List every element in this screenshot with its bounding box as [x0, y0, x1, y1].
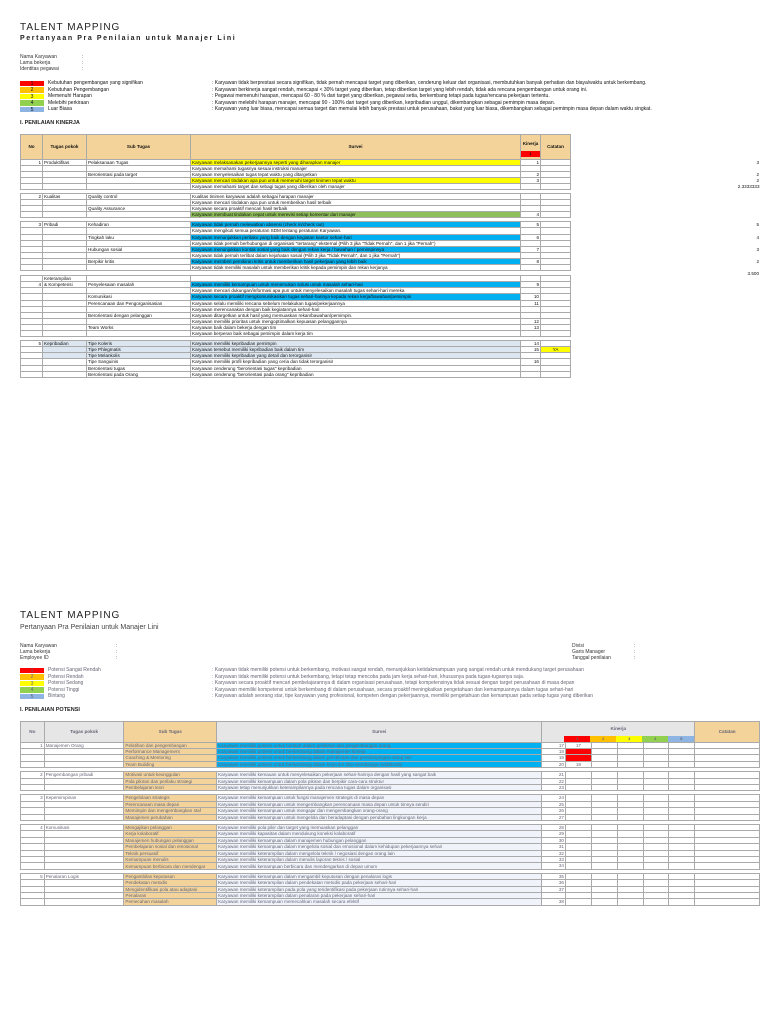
- sub-tugas-cell: Tingkah laku: [87, 234, 191, 240]
- row-number: [21, 371, 43, 377]
- survei-cell: Karyawan memiliki prioritas untuk mengoptimalkan kepuasan pelanggannya: [191, 318, 521, 324]
- sub-tugas-cell: Pola pikiran dan perilaku strategi: [124, 778, 217, 784]
- sub-tugas-cell: Quality Assurance: [87, 206, 191, 212]
- survei-cell: Karyawan membuat tindakan cepat untuk merevisi setiap komentar dari manajer: [191, 212, 521, 218]
- legend-desc: : Karyawan berkinerja sangat rendah, mencapai < 30% target yang diberikan, tetap diberikan target yang lebih rendah, tidak ada rencana pengembangan untuk orang ini.: [212, 86, 588, 93]
- row-number: 1: [21, 742, 45, 748]
- survei-cell: Karyawan memiliki kemampuan dalam manajemen hubungan pelanggan: [217, 837, 542, 843]
- legend-name: Potensi Sangat Rendah: [48, 667, 101, 673]
- survei-cell: Karyawan tidak memiliki masalah untuk memberikan kritik kepada pemimpin dan rekan kerjanya: [191, 265, 521, 271]
- legend-desc: : Karyawan adalah seorang star, tipe karyawan yang profesional, kompeten dengan pekerjaannya, memiliki pengetahuan dan kemampuan pada setiap tugas yang diberikan: [212, 693, 594, 699]
- legend-swatch: 4: [20, 687, 44, 693]
- catatan-cell[interactable]: [541, 371, 571, 377]
- page-subtitle: Pertanyaan Pra Penilaian untuk Manajer Lini: [20, 624, 159, 631]
- col-no: No: [21, 134, 43, 159]
- tugas-pokok-cell: Pengembangan pribadi: [44, 772, 124, 778]
- sub-tugas-cell: Kemampuan berbicara dan mendengar: [124, 863, 217, 869]
- survei-cell: Karyawan memiliki kemampuan untuk mengelola dan beradaptasi dengan perubahan lingkungan kerja: [217, 814, 542, 820]
- survei-cell: Karyawan memiliki kepribadian pemimpin: [191, 341, 521, 347]
- sub-tugas-cell: Hubungan sosial: [87, 246, 191, 252]
- survei-cell: Karyawan cenderung "berorientasi pada orang" kepribadian: [191, 371, 521, 377]
- legend-swatch: 4: [20, 100, 44, 106]
- kinerja-cell: 32: [542, 850, 566, 856]
- survei-cell: Karyawan ditargetkan untuk hasil yang memuaskan rekan/bawahan/pemimpin.: [191, 312, 521, 318]
- survei-cell: Karyawan tetap menunjukkan keterampilannya pada rencana tugas dalam organisasi: [217, 784, 542, 790]
- kinerja-cell[interactable]: 15: [521, 347, 541, 353]
- kinerja-cell: 24: [542, 795, 566, 801]
- survei-cell: Karyawan memiliki kemampuan untuk menemukan solusi untuk masalah sehari-hari: [191, 282, 521, 288]
- kinerja-cell[interactable]: 12: [521, 318, 541, 324]
- kinerja-cell[interactable]: 7: [521, 246, 541, 252]
- sub-tugas-cell: Quality control: [87, 193, 191, 199]
- survei-cell: Karyawan memiliki profil kepribadian yang ceria dan tidak terorganisir: [191, 359, 521, 365]
- kinerja-cell: 22: [542, 778, 566, 784]
- talent-mapping-kinerja: [20, 22, 760, 378]
- scale-cell: 1: [564, 736, 590, 742]
- score-cell: 2: [756, 258, 759, 264]
- survei-cell: Kualitas tinimen karyawan adalah sebagai harapan manajer: [191, 193, 521, 199]
- kinerja-cell: 30: [542, 837, 566, 843]
- row-number: [21, 899, 45, 905]
- tugas-pokok-cell: Keterampilan: [43, 276, 87, 282]
- sub-tugas-cell: Penyelesaian masalah: [87, 282, 191, 288]
- kinerja-cell: 37: [542, 886, 566, 892]
- col-survei: Survei: [191, 134, 521, 159]
- meta-right: [572, 643, 635, 661]
- kinerja-cell: 20: [542, 761, 566, 767]
- meta-left: [20, 643, 572, 661]
- kinerja-cell: 19: [542, 755, 566, 761]
- legend-desc: : Karyawan secara proaktif mencari pembelajarannya di dalam organisasi perusahaan, tetapi kompetensinya tidak sesuai dengan target perusahaan di masa depan: [212, 680, 575, 686]
- tugas-pokok-cell: [43, 371, 87, 377]
- scale-blank: [542, 736, 564, 742]
- col-sub-tugas: Sub Tugas: [87, 134, 191, 159]
- tugas-pokok-cell: Manajemen Orang: [44, 742, 124, 748]
- page-title: TALENT MAPPING: [20, 22, 121, 33]
- survei-cell: Karyawan secara proaktif mencari hasil terbaik: [191, 206, 521, 212]
- meta-row: Nama Karyawan :: [20, 643, 118, 649]
- meta-row: Divisi :: [572, 643, 636, 649]
- kinerja-cell: 17: [542, 742, 566, 748]
- sub-tugas-cell: Kehadiran: [87, 222, 191, 228]
- kinerja-cell: 23: [542, 784, 566, 790]
- section-heading: I. PENILAIAN KINERJA: [20, 119, 80, 126]
- legend-name: Potensi Rendah: [48, 673, 84, 680]
- kinerja-cell: 36: [542, 880, 566, 886]
- kinerja-cell[interactable]: 14: [521, 341, 541, 347]
- col-extra: [571, 134, 761, 159]
- potensi-table: [20, 721, 760, 906]
- legend-name: Memenuhi Harapan: [48, 93, 92, 99]
- scale-cell: 4: [642, 736, 668, 742]
- kinerja-cell: 31: [542, 844, 566, 850]
- score-cell: [571, 371, 761, 377]
- row-number: 2: [21, 772, 45, 778]
- survei-cell: Karyawan memiliki keterampilan dalam menulis laporan teknis / sosial: [217, 857, 542, 863]
- kinerja-cell: 35: [542, 873, 566, 879]
- sub-tugas-cell: Tipe Koleris: [87, 341, 191, 347]
- survei-cell: Karyawan memiliki potensi untuk berkembang dalam manajemen kinerja: [217, 748, 542, 754]
- legend-swatch: 1: [20, 668, 44, 674]
- tugas-pokok-cell: Kualitas: [43, 193, 87, 199]
- sub-tugas-cell: Berorientasi pada target: [87, 171, 191, 177]
- survei-cell: Karyawan secara proaktif mengkomunikasikan tugas sehari-harinya kepada rekan kerja/bawahan/pemimpin: [191, 294, 521, 300]
- legend-swatch: 3: [20, 681, 44, 687]
- legend-name: Kebutuhan Pengembangan: [48, 86, 109, 93]
- potential-legend: [20, 667, 760, 700]
- survei-cell: Karyawan menyelesaikan tugas tepat waktu yang ditargetkan: [191, 171, 521, 177]
- sub-tugas-cell: Team Building: [124, 761, 217, 767]
- kinerja-cell: 18: [542, 748, 566, 754]
- legend-name: Kebutuhan pengembangan yang signifikan: [48, 80, 143, 86]
- talent-mapping-potensi: [20, 610, 760, 906]
- col-no: No: [21, 721, 45, 742]
- row-number: 4: [21, 282, 43, 288]
- survei-cell: Karyawan memiliki kemampuan memecahkan masalah secara efektif: [217, 899, 542, 905]
- sub-tugas-cell: Berorientasi tugas: [87, 365, 191, 371]
- survei-cell: Karyawan tidak pernah terlibat dalam kejahatan sosial (Pilih 3 jika "Tidak Pernah", dan 1 jika "Pernah"): [191, 252, 521, 258]
- kinerja-cell[interactable]: 8: [521, 258, 541, 264]
- legend-desc: : Karyawan tidak memiliki potensi untuk berkembang, tetapi tetap mencoba pada jam kerja sehari-hari, khususnya pada tugas-tugasnya saja.: [212, 673, 525, 680]
- sub-tugas-cell: Perencanaan masa depan: [124, 801, 217, 807]
- survei-cell: Karyawan memiliki pola pikir dan target yang memuaskan pelanggan: [217, 824, 542, 830]
- scale-input-cell[interactable]: 17: [566, 742, 592, 748]
- score-cell: 3.500: [747, 270, 759, 276]
- kinerja-cell: 29: [542, 831, 566, 837]
- scale-input-cell[interactable]: 19: [566, 761, 592, 767]
- sub-tugas-cell: Memimpin dan mengembangkan staf: [124, 808, 217, 814]
- col-catatan: Catatan: [695, 721, 760, 742]
- legend-swatch: 5: [20, 694, 44, 700]
- survei-cell: Karyawan selalu memiliki rencana sebelum melakukan tugas/pekerjaannya: [191, 300, 521, 306]
- sub-tugas-cell: Team Works: [87, 324, 191, 330]
- kinerja-cell[interactable]: 5: [521, 222, 541, 228]
- sub-tugas-cell: Manajemen perubahan: [124, 814, 217, 820]
- sub-tugas-cell: Pemecahan masalah: [124, 899, 217, 905]
- employee-meta: [20, 54, 760, 72]
- kinerja-cell[interactable]: 1: [521, 159, 541, 165]
- survei-cell: Karyawan memiliki potensi untuk berkembang dalam kerja tim dan membangun kolaborasi: [217, 761, 542, 767]
- kinerja-cell: 21: [542, 772, 566, 778]
- scale-cell: 2: [590, 736, 616, 742]
- sub-tugas-cell: Motivasi untuk keunggulan: [124, 772, 217, 778]
- page-title: TALENT MAPPING: [20, 610, 121, 621]
- sub-tugas-cell: Pembelajaran teori: [124, 784, 217, 790]
- scale-input-cell[interactable]: [566, 899, 592, 905]
- survei-cell: Karyawan mencari tindakan apa pun untuk memenuhi target tinimen tepat waktu: [191, 177, 521, 183]
- kinerja-cell: 38: [542, 899, 566, 905]
- row-number: 1: [21, 159, 43, 165]
- col-tugas-pokok: Tugas pokok: [44, 721, 124, 742]
- sub-tugas-cell: Tipe Melankolis: [87, 353, 191, 359]
- survei-cell: Karyawan tidak pernah melewatkan absensi (check in/check out): [191, 222, 521, 228]
- meta-row: Lama bekerja :: [20, 60, 84, 66]
- tugas-pokok-cell: Produktifitas: [43, 159, 87, 165]
- kinerja-cell[interactable]: 13: [521, 324, 541, 330]
- survei-cell: Karyawan memiliki kapasitas dalam mendukung koneksi kolaboratif: [217, 831, 542, 837]
- tugas-pokok-cell: Penalaran Logis: [44, 873, 124, 879]
- tugas-pokok-cell: Kepemimpinan: [44, 795, 124, 801]
- sub-tugas-cell: Teknik persuasif: [124, 850, 217, 856]
- kinerja-cell[interactable]: 10: [521, 294, 541, 300]
- col-catatan: Catatan: [541, 134, 571, 159]
- row-number: 3: [21, 222, 43, 228]
- survei-cell: Karyawan mengikuti semua peraturan SDM tentang peraturan Karyawan.: [191, 228, 521, 234]
- sub-tugas-cell: Mengajikan pelanggan: [124, 824, 217, 830]
- kinerja-cell[interactable]: 9: [521, 282, 541, 288]
- survei-cell: Karyawan merencanakan dengan baik kegiatannya sehari-hari: [191, 306, 521, 312]
- sub-tugas-cell: Pembelajaran sosial dan emosional: [124, 844, 217, 850]
- sub-tugas-cell: Komunikasi: [87, 294, 191, 300]
- sub-tugas-cell: Tipe Sanguinis: [87, 359, 191, 365]
- legend-swatch: 1: [20, 81, 44, 87]
- legend-swatch: 3: [20, 94, 44, 100]
- legend-desc: : Karyawan yang luar biasa, mencapai semua target dan memulai lebih banyak prestasi untuk perusahaan, bakat yang luar biasa, dikembangkan sebagai pemimpin masa depan dalam waktu singkat.: [212, 106, 652, 112]
- survei-cell: Karyawan memiliki kemampuan berbicara dan mendengarkan di depan umum: [217, 863, 542, 869]
- survei-cell: Karyawan memahami target dan sebagi tugas yang diberikan oleh manajer: [191, 183, 521, 189]
- sub-tugas-cell: Perencanaan dan Pengorganisasian: [87, 300, 191, 306]
- meta-row: Lama bekerja :: [20, 649, 118, 655]
- col-kinerja: Kinerja 1: [521, 134, 541, 159]
- sub-tugas-cell: Pengelolaan strategis: [124, 795, 217, 801]
- survei-cell: Karyawan tersebut memiliki kepribadian baik dalam tim: [191, 347, 521, 353]
- legend-name: Bintang: [48, 693, 65, 699]
- sub-tugas-cell: Pelatihan dan pengembangan: [124, 742, 217, 748]
- survei-cell: Karyawan memiliki kepribadian yang detail dan terorganisir: [191, 353, 521, 359]
- sub-tugas-cell: Pendekatan metodis: [124, 880, 217, 886]
- meta-row: Employee ID :: [20, 655, 118, 661]
- sub-tugas-cell: Tipe Phlegmatis: [87, 347, 191, 353]
- kinerja-cell[interactable]: 6: [521, 234, 541, 240]
- survei-cell: Karyawan memiliki keterampilan dalam penalaran pada pekerjaan sehari-hari: [217, 893, 542, 899]
- survei-cell: Karyawan menunjukkan perilaku yang baik dengan kegiatan kantor sehari-hari: [191, 234, 521, 240]
- meta-row: Garis Manager :: [572, 649, 636, 655]
- kinerja-table: [20, 134, 761, 378]
- legend-name: Luar Biasa: [48, 106, 72, 112]
- kinerja-cell[interactable]: 4: [521, 212, 541, 218]
- sub-tugas-cell: Coaching & Mentoring: [124, 755, 217, 761]
- survei-cell: Karyawan baik dalam bekerja dengan tim: [191, 324, 521, 330]
- meta-row: Tanggal penilaian :: [572, 655, 636, 661]
- survei-cell: Karyawan memiliki kemampuan untuk fungsi manajemen strategis di masa depan: [217, 795, 542, 801]
- kinerja-cell: 27: [542, 814, 566, 820]
- sub-tugas-cell: Performance Management: [124, 748, 217, 754]
- row-number: 5: [21, 341, 43, 347]
- kinerja-cell[interactable]: 16: [521, 359, 541, 365]
- meta-row: Identitas pegawai :: [20, 66, 84, 72]
- score-cell: 4: [756, 234, 759, 240]
- survei-cell: Karyawan memiliki potensi untuk berkembang dalam pembinaan dan pendampingan orang lain: [217, 755, 542, 761]
- scale-cell: 5: [668, 736, 694, 742]
- kinerja-cell[interactable]: 3: [521, 177, 541, 183]
- legend-name: Melebihi perkiraan: [48, 99, 89, 106]
- survei-cell: Karyawan memiliki keterampilan pada pola yang teridentifikasi pada pekerjaan rutinnya sehari-hari: [217, 886, 542, 892]
- tugas-pokok-cell: Kepribadian: [43, 341, 87, 347]
- sub-tugas-cell: Mengidentifikasi pola atau adaptasi: [124, 886, 217, 892]
- survei-cell: Karyawan melaksanakan pekerjaannya seperti yang diharapkan manajer: [191, 159, 521, 165]
- survei-cell: Karyawan mencari dukungan/informasi apa pun untuk menyelesaikan masalah tugas sehari-hari mereka: [191, 288, 521, 294]
- scale-input-cell[interactable]: [591, 899, 617, 905]
- sub-tugas-cell: Penalaran: [124, 893, 217, 899]
- survei-cell: Karyawan memiliki kemampuan untuk mengajar dan mengembangkan orang-orang: [217, 808, 542, 814]
- tugas-pokok-cell: Komunikasi: [44, 824, 124, 830]
- sub-tugas-cell: Manajemen hubungan pelanggan: [124, 837, 217, 843]
- sub-tugas-cell: Kemampuan menulis: [124, 857, 217, 863]
- sub-tugas-cell: Berorientasi dengan pelanggan: [87, 312, 191, 318]
- survei-cell: Karyawan memiliki kemauan untuk menyelesaikan pekerjaan sehari-harinya dengan hasil yang sangat baik: [217, 772, 542, 778]
- table-row: [21, 371, 761, 377]
- survei-cell: Karyawan memberi pemikiran kritis untuk memberikan hasil pekerjaan yang lebih baik: [191, 258, 521, 264]
- page-subtitle: Pertanyaan Pra Penilaian untuk Manajer Lini: [20, 35, 237, 42]
- survei-cell: Karyawan memiliki keterampilan dalam pendekatan metodis pada pekerjaan sehari-hari: [217, 880, 542, 886]
- row-number: 5: [21, 873, 45, 879]
- scale-input-cell[interactable]: [669, 899, 695, 905]
- score-cell: 2: [756, 171, 759, 177]
- sub-tugas-cell: Kerja kolaboratif: [124, 831, 217, 837]
- kinerja-cell: 28: [542, 824, 566, 830]
- survei-cell: Karyawan memiliki keterampilan dalam mengelola teknik / negosiasi dengan orang lain: [217, 850, 542, 856]
- row-number: 4: [21, 824, 45, 830]
- survei-cell: Karyawan mencari tindakan apa pun untuk memberikan hasil terbaik: [191, 200, 521, 206]
- kinerja-cell: 25: [542, 801, 566, 807]
- employee-meta: [20, 643, 760, 661]
- catatan-cell[interactable]: YA: [541, 347, 571, 353]
- rating-legend: [20, 80, 760, 113]
- survei-cell: Karyawan menunjukkan kontak sosial yang baik dengan rekan kerja / bawahan / pemimpinnya: [191, 246, 521, 252]
- col-sub-tugas: Sub Tugas: [124, 721, 217, 742]
- tugas-pokok-cell: & Kompetensi: [43, 282, 87, 288]
- sub-tugas-cell: Berpikir kritis: [87, 258, 191, 264]
- scale-input-cell[interactable]: [643, 899, 669, 905]
- col-survei: Survei: [217, 721, 542, 742]
- col-tugas-pokok: Tugas pokok: [43, 134, 87, 159]
- catatan-cell[interactable]: [695, 899, 760, 905]
- table-row: [21, 899, 760, 905]
- scale-cell: 3: [616, 736, 642, 742]
- legend-desc: : Karyawan tidak berprestasi secara signifikan, tidak pernah mencapai target yang diberikan, cenderung keluar dari organisasi, membutuhkan banyak perhatian dan biaya/waktu untuk berkembang.: [212, 80, 647, 86]
- sub-tugas-cell: Berorientasi pada Orang: [87, 371, 191, 377]
- kinerja-cell[interactable]: 11: [521, 300, 541, 306]
- legend-desc: : Karyawan memiliki kompetensi untuk berkembang di dalam perusahaan, secara proaktif meningkatkan pengetahuan dan kemampuannya dalam tugas sehari-hari: [212, 686, 574, 693]
- survei-cell: Karyawan berperan baik sebagai pemimpin dalam kerja tim: [191, 331, 521, 337]
- tugas-pokok-cell: Pribadi: [43, 222, 87, 228]
- legend-row: [20, 693, 760, 700]
- survei-cell: Karyawan tidak pernah berhubungan di organisasi "tertarang" eksternal (Pilih 3 jika "Tidak Pernah", dan 1 jika "Pernah"): [191, 240, 521, 246]
- legend-name: Potensi Tinggi: [48, 686, 80, 693]
- score-cell: 2.3333333: [737, 183, 760, 189]
- legend-row: [20, 106, 760, 113]
- survei-cell: Karyawan memahami tugasnya sesuai instruksi manajer: [191, 165, 521, 171]
- row-number: 3: [21, 795, 45, 801]
- survei-cell: Karyawan memiliki kemampuan dalam mengambil keputusan dengan penalaran logis: [217, 873, 542, 879]
- survei-cell: Karyawan memiliki kemampuan untuk mengembangkan perencanaan masa depan untuk timnya sendiri: [217, 801, 542, 807]
- score-cell: 3: [756, 246, 759, 252]
- section-heading: I. PENILAIAN POTENSI: [20, 706, 80, 713]
- legend-swatch: 2: [20, 674, 44, 680]
- meta-row: Nama Karyawan :: [20, 54, 84, 60]
- legend-desc: : Karyawan melebihi harapan manajer, mencapai 90 - 100% dari target yang diberikan, kepribadian unggul, dikembangkan sebagai pemimpin masa depan.: [212, 99, 555, 106]
- legend-desc: : Karyawan tidak memiliki potensi untuk berkembang, motivasi sangat rendah, menunjukkan ketidakmampuan yang sangat rendah untuk mendukung target perusahaan: [212, 667, 584, 673]
- kinerja-cell: 33: [542, 857, 566, 863]
- score-cell: 3: [756, 159, 759, 165]
- scale-input-cell[interactable]: [617, 899, 643, 905]
- kinerja-cell: 26: [542, 808, 566, 814]
- kinerja-cell[interactable]: 2: [521, 171, 541, 177]
- row-number: 2: [21, 193, 43, 199]
- survei-cell: Karyawan memiliki potensi untuk tumbuh dalam pelatihan dan pengembangan orang: [217, 742, 542, 748]
- legend-swatch: 2: [20, 87, 44, 93]
- kinerja-cell[interactable]: [521, 371, 541, 377]
- score-cell: 5: [756, 222, 759, 228]
- legend-desc: : Pegawai memenuhi harapan, mencapai 60 - 80 % dari target yang diberikan, pegawai setia, berkembang tetapi pada tugas/rencana pekerjaan tertentu.: [212, 93, 550, 99]
- score-cell: 2: [756, 177, 759, 183]
- survei-cell: Karyawan memiliki kemampuan dalam pola pikiran dan berpikir cara-cara struktur: [217, 778, 542, 784]
- sub-tugas-cell: Pelaksanaan Tugas: [87, 159, 191, 165]
- sub-tugas-cell: Pengambilan keputusan: [124, 873, 217, 879]
- col-kinerja: Kinerja 1 2 3 4 5: [542, 721, 695, 742]
- legend-name: Potensi Sedang: [48, 680, 84, 686]
- tugas-pokok-cell: [44, 899, 124, 905]
- kinerja-cell: 34: [542, 863, 566, 869]
- survei-cell: Karyawan memiliki kemampuan dalam mengelola sosial dan emosional dalam kehidupan pekerjaannya sehari: [217, 844, 542, 850]
- legend-swatch: 5: [20, 107, 44, 113]
- survei-cell: Karyawan cenderung "berorientasi tugas" kepribadian: [191, 365, 521, 371]
